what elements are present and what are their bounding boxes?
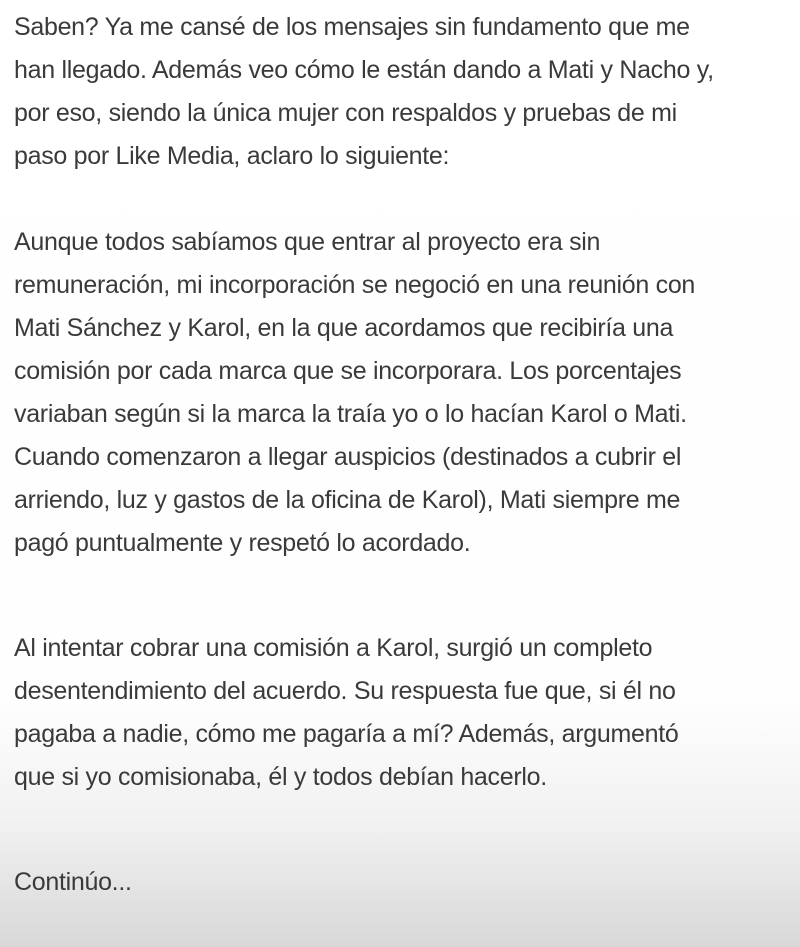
text-line: comisión por cada marca que se incorporara. Los porcentajes — [14, 357, 682, 385]
text-line: pagaba a nadie, cómo me pagaría a mí? Además, argumentó — [14, 720, 679, 748]
text-line: Cuando comenzaron a llegar auspicios (destinados a cubrir el — [14, 443, 682, 471]
paragraph-dispute — [14, 627, 752, 799]
text-line: Aunque todos sabíamos que entrar al proyecto era sin — [14, 228, 601, 256]
text-line: han llegado. Además veo cómo le están dando a Mati y Nacho y, — [14, 56, 714, 84]
text-line: pagó puntualmente y respetó lo acordado. — [14, 529, 471, 557]
text-line: paso por Like Media, aclaro lo siguiente: — [14, 142, 450, 170]
text-line: Saben? Ya me cansé de los mensajes sin fundamento que me — [14, 13, 690, 41]
text-line: remuneración, mi incorporación se negoció en una reunión con — [14, 271, 696, 299]
paragraph-agreement — [14, 221, 752, 565]
paragraph-intro — [14, 6, 752, 178]
text-line: variaban según si la marca la traía yo o lo hacían Karol o Mati. — [14, 400, 687, 428]
continuation-note: Continúo... — [14, 868, 132, 896]
text-line: que si yo comisionaba, él y todos debían hacerlo. — [14, 763, 547, 791]
text-line: Al intentar cobrar una comisión a Karol, surgió un completo — [14, 634, 653, 662]
text-line: arriendo, luz y gastos de la oficina de Karol), Mati siempre me — [14, 486, 681, 514]
text-line: por eso, siendo la única mujer con respaldos y pruebas de mi — [14, 99, 677, 127]
text-line: desentendimiento del acuerdo. Su respuesta fue que, si él no — [14, 677, 676, 705]
text-line: Mati Sánchez y Karol, en la que acordamos que recibiría una — [14, 314, 674, 342]
